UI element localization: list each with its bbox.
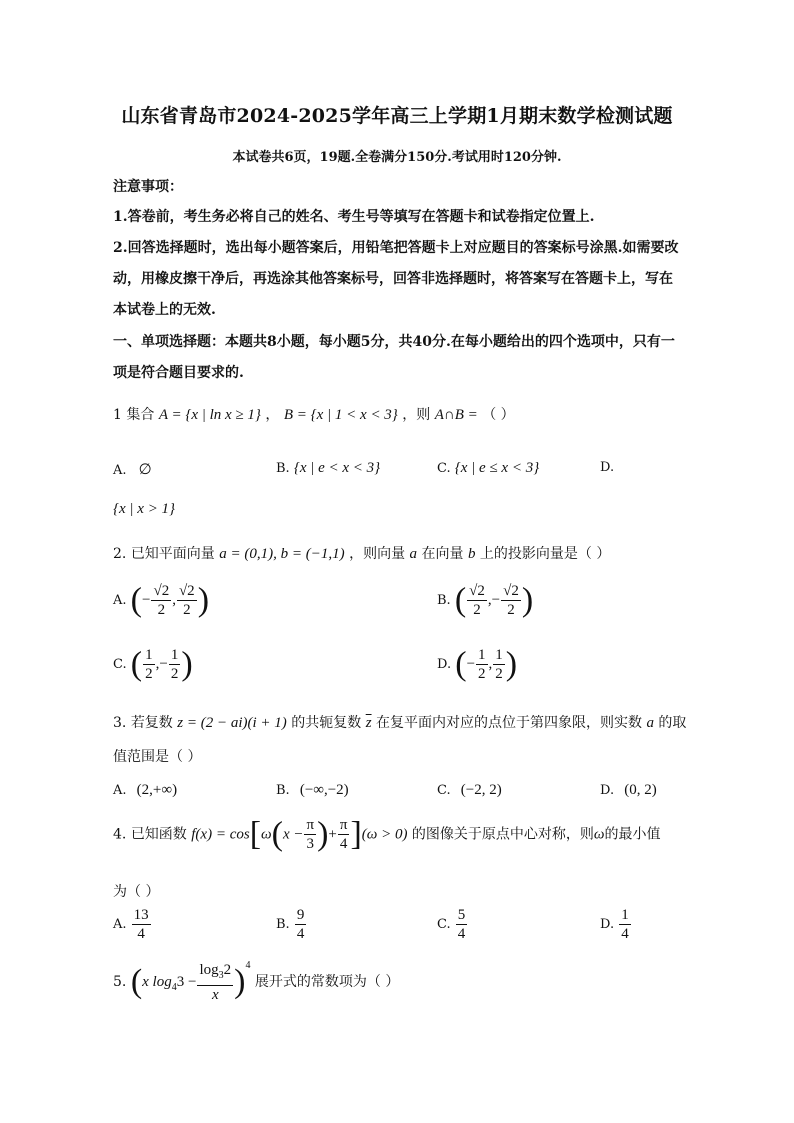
q4-option-c: C. $\frac{5}{4}$ xyxy=(437,907,466,942)
question-1: 1 集合 A = {x | ln x ≥ 1} ， B = {x | 1 < x < 3} ，则 A∩B = （ ） xyxy=(113,407,515,423)
q3-option-d-value: (0, 2) xyxy=(624,782,657,798)
q4-option-d: D. $\frac{1}{4}$ xyxy=(600,907,629,942)
q3-text-4: 的取 xyxy=(658,715,687,731)
note-line-3: 动，用橡皮擦干净后，再选涂其他答案标号，回答非选择题时，将答案写在答题卡上，写在 xyxy=(113,271,673,287)
question-3 xyxy=(113,712,686,732)
q3-option-a-value: (2,+∞) xyxy=(136,782,178,798)
q1-number: 1 xyxy=(113,407,122,423)
q3-text-2: 的共轭复数 xyxy=(291,715,362,731)
q1-option-d-label: D. xyxy=(600,460,615,475)
question-5: 5. (x $\log_43$ − $\frac{\log_32}{x}$ )$^4$ 展开式的常数项为（ ） xyxy=(113,960,400,1003)
q2-number: 2. xyxy=(113,546,127,562)
q1-option-a-label: A. xyxy=(113,463,127,478)
q4-text-3: 的最小值 xyxy=(604,826,661,843)
q1-blank: （ ） xyxy=(482,407,515,423)
q1-option-b-label: B. xyxy=(276,461,290,476)
q4-text-1: 已知函数 xyxy=(130,826,187,843)
q3-expression: z = (2 − ai)(i + 1) xyxy=(177,715,287,731)
q4-option-d-label: D. xyxy=(600,917,615,932)
q1-option-b-value: {x | e < x < 3} xyxy=(293,460,381,476)
q4-option-b-label: B. xyxy=(276,917,290,932)
note-line-4: 本试卷上的无效. xyxy=(113,302,216,318)
q2-option-c-label: C. xyxy=(113,657,127,672)
q3-option-b xyxy=(276,782,349,799)
q3-option-b-label: B. xyxy=(276,783,290,798)
q3-z-bar: $\overline{z}$ xyxy=(365,715,372,731)
q2-text-2: ，则向量 xyxy=(349,546,406,562)
q5-number: 5. xyxy=(113,974,127,990)
note-line-1: 1.答卷前，考生务必将自己的姓名、考生号等填写在答题卡和试卷指定位置上. xyxy=(113,209,595,225)
q4-option-a-label: A. xyxy=(113,917,127,932)
q3-option-a-label: A. xyxy=(113,783,127,798)
q3-option-d xyxy=(600,782,657,799)
q2-vectors: a = (0,1), b = (−1,1) xyxy=(219,546,345,562)
q2-option-d-label: D. xyxy=(437,657,452,672)
question-4: 4. 已知函数 f(x) = cos[ω(x − $\frac{\pi}{3}$ )+ $\frac{\pi}{4}$ ](ω > 0) 的图像关于原点中心对称，则ω的最小值 xyxy=(113,815,661,853)
q3-option-c xyxy=(437,782,502,799)
q4-line-2: 为（ ） xyxy=(113,884,160,900)
q4-function: f(x) = cos xyxy=(191,826,250,843)
q5-text: 展开式的常数项为（ ） xyxy=(254,974,400,990)
q1-option-d-value: {x | x > 1} xyxy=(113,501,176,517)
q2-text-1: 已知平面向量 xyxy=(130,546,215,562)
q2-option-b-label: B. xyxy=(437,593,451,608)
notes-header: 注意事项： xyxy=(113,179,183,195)
q3-text-3: 在复平面内对应的点位于第四象限，则实数 xyxy=(376,715,642,731)
q1-option-d xyxy=(113,501,175,518)
q2-option-d: D. (− $\frac{1}{2}$ , $\frac{1}{2}$ ) xyxy=(437,645,518,683)
q4-condition: (ω > 0) xyxy=(361,826,408,843)
q3-option-d-label: D. xyxy=(600,783,615,798)
q3-number: 3. xyxy=(113,715,127,731)
q4-option-b: B. $\frac{9}{4}$ xyxy=(276,907,305,942)
q1-option-c-value: {x | e ≤ x < 3} xyxy=(454,460,540,476)
q4-text-2: 的图像关于原点中心对称，则 xyxy=(411,826,594,843)
q1-option-c xyxy=(437,460,539,477)
q1-option-b xyxy=(276,460,380,477)
q1-suffix: ，则 xyxy=(402,407,431,423)
q3-option-b-value: (−∞,−2) xyxy=(299,782,349,798)
note-line-2: 2.回答选择题时，选出每小题答案后，用铅笔把答题卡上对应题目的答案标号涂黑.如需要改 xyxy=(113,240,679,256)
page-title: 山东省青岛市2024-2025学年高三上学期1月期末数学检测试题 xyxy=(121,105,673,127)
q3-line-2: 值范围是（ ） xyxy=(113,749,202,765)
section-1-line-2: 项是符合题目要求的. xyxy=(113,365,244,381)
q4-number: 4. xyxy=(113,826,127,843)
exam-subtitle: 本试卷共6页，19题.全卷满分150分.考试用时120分钟. xyxy=(232,150,562,165)
q1-set-a: A = {x | ln x ≥ 1} xyxy=(158,407,261,423)
q2-option-a: A. (− $\frac{√2}{2}$ , $\frac{√2}{2}$ ) xyxy=(113,581,210,619)
q2-option-b: B. ( $\frac{√2}{2}$ ,− $\frac{√2}{2}$ ) xyxy=(437,581,534,619)
q3-option-c-label: C. xyxy=(437,783,451,798)
question-2: 2. 已知平面向量 a = (0,1), b = (−1,1) ，则向量 a 在向量 b 上的投影向量是（ ） xyxy=(113,546,611,562)
q3-option-a xyxy=(113,782,177,799)
q1-option-a xyxy=(113,460,152,479)
q1-expression: A∩B = xyxy=(434,407,478,423)
q4-option-a: A. $\frac{13}{4}$ xyxy=(113,907,149,942)
q2-text-4: 上的投影向量是（ ） xyxy=(479,546,611,562)
q1-set-b: B = {x | 1 < x < 3} xyxy=(283,407,398,423)
q1-option-c-label: C. xyxy=(437,461,451,476)
q3-option-c-value: (−2, 2) xyxy=(460,782,502,798)
q1-option-a-value: ∅ xyxy=(138,462,152,478)
q2-option-c: C. ( $\frac{1}{2}$ ,− $\frac{1}{2}$ ) xyxy=(113,645,193,683)
q1-prefix: 集合 xyxy=(126,407,155,423)
q3-text-1: 若复数 xyxy=(130,715,173,731)
q4-option-c-label: C. xyxy=(437,917,451,932)
q2-text-3: 在向量 xyxy=(421,546,464,562)
q2-option-a-label: A. xyxy=(113,593,127,608)
q3-a-var: a xyxy=(646,715,654,731)
section-1-line-1: 一、单项选择题：本题共8小题，每小题5分，共40分.在每小题给出的四个选项中，只有一 xyxy=(113,334,675,350)
